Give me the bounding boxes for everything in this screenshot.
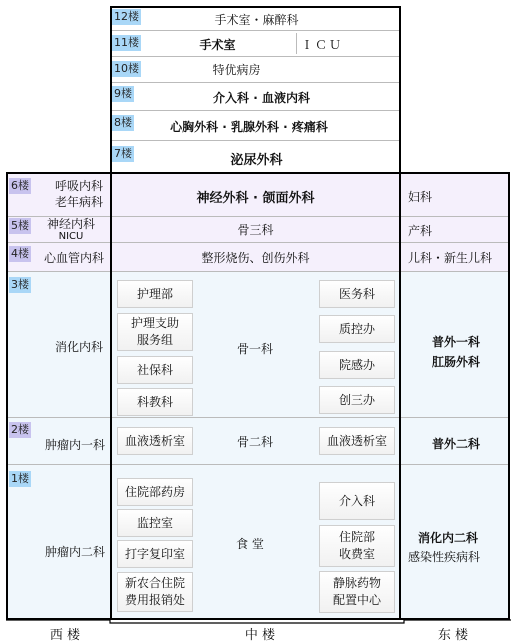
- floor-label-4: 4楼: [11, 247, 29, 260]
- floor-label-8: 8楼: [114, 116, 132, 129]
- room-quality-control[interactable]: 质控办: [319, 315, 395, 343]
- floor-1-east-line1[interactable]: 消化内二科: [418, 531, 479, 545]
- room-infection-control[interactable]: 院感办: [319, 351, 395, 379]
- room-inpatient-cashier-line2: 收费室: [338, 547, 375, 561]
- room-nursing-support[interactable]: [117, 313, 193, 351]
- floor-6-east[interactable]: 妇科: [408, 190, 433, 204]
- floor-label-6: 6楼: [11, 179, 29, 192]
- floor-3-center[interactable]: 骨一科: [236, 341, 273, 356]
- room-iv-dispensing-line2: 配置中心: [332, 593, 381, 607]
- divider: [112, 30, 399, 31]
- room-nursing-support-line2: 服务组: [136, 333, 173, 347]
- floor-1-center[interactable]: 食 堂: [236, 536, 264, 551]
- east-building-label: 东 楼: [437, 627, 469, 643]
- room-trauma-office[interactable]: 创三办: [319, 386, 395, 414]
- floor-label-10: 10楼: [114, 62, 139, 75]
- room-iv-dispensing-line1: 静脉药物: [332, 576, 381, 590]
- floor-label-3: 3楼: [11, 278, 29, 291]
- floor-label-1: 1楼: [11, 472, 29, 485]
- divider: [112, 110, 399, 111]
- room-science-education[interactable]: 科教科: [117, 388, 193, 416]
- floor-3-west[interactable]: 消化内科: [54, 339, 103, 354]
- room-social-security[interactable]: 社保科: [117, 356, 193, 384]
- floor-8-department[interactable]: 心胸外科 · 乳腺外科 · 疼痛科: [170, 119, 328, 134]
- floor-6-west-line2[interactable]: 老年病科: [54, 195, 103, 209]
- floor-label-2: 2楼: [11, 423, 29, 436]
- floor-6-west-line1[interactable]: 呼吸内科: [54, 179, 103, 193]
- floor-3-east-line2[interactable]: 肛肠外科: [432, 355, 481, 369]
- floor-11-operating-room[interactable]: 手术室: [199, 37, 236, 52]
- divider: [8, 417, 508, 418]
- room-reimbursement-line1: 新农合住院: [124, 576, 185, 590]
- floor-10-department[interactable]: 特优病房: [212, 63, 261, 77]
- floor-2-west[interactable]: 肿瘤内一科: [44, 437, 105, 452]
- room-monitoring[interactable]: 监控室: [117, 509, 193, 537]
- floor-7-department[interactable]: 泌尿外科: [230, 152, 283, 168]
- divider: [8, 271, 508, 272]
- room-reimbursement[interactable]: [117, 572, 193, 612]
- floor-label-9: 9楼: [114, 87, 132, 100]
- floor-5-east[interactable]: 产科: [408, 224, 433, 238]
- room-nursing-support-line1: 护理支助: [130, 316, 179, 330]
- floor-1-east-line2[interactable]: 感染性疾病科: [408, 550, 481, 564]
- floor-12-department[interactable]: 手术室・麻醉科: [214, 12, 299, 27]
- floor-label-12: 12楼: [114, 10, 139, 23]
- room-medical-affairs[interactable]: 医务科: [319, 280, 395, 308]
- floor-5-west-line2[interactable]: NICU: [58, 230, 84, 242]
- room-hemodialysis-right[interactable]: 血液透析室: [319, 427, 395, 455]
- room-inpatient-pharmacy[interactable]: 住院部药房: [117, 478, 193, 506]
- floor-3-east-line1[interactable]: 普外一科: [432, 335, 481, 349]
- floor-5-west-line1[interactable]: 神经内科: [46, 217, 95, 231]
- divider: [8, 464, 508, 465]
- floor-4-east[interactable]: 儿科・新生儿科: [408, 251, 493, 265]
- room-inpatient-cashier-line1: 住院部: [338, 530, 375, 544]
- floor-5-center[interactable]: 骨三科: [237, 223, 274, 237]
- floor-label-5: 5楼: [11, 219, 29, 232]
- divider: [112, 82, 399, 83]
- floor-9-department[interactable]: 介入科 · 血液内科: [213, 90, 310, 105]
- room-reimbursement-line2: 费用报销处: [124, 593, 185, 607]
- floor-label-7: 7楼: [114, 147, 132, 160]
- floor-2-east[interactable]: 普外二科: [432, 437, 481, 451]
- floor-2-center[interactable]: 骨二科: [236, 434, 273, 449]
- room-print-copy[interactable]: 打字复印室: [117, 540, 193, 568]
- floor-4-west[interactable]: 心血管内科: [43, 250, 104, 265]
- center-east-wall: [399, 174, 401, 618]
- room-interventional[interactable]: 介入科: [319, 482, 395, 520]
- floor-4-center[interactable]: 整形烧伤、创伤外科: [201, 250, 310, 265]
- floor-6-center[interactable]: 神经外科 · 颌面外科: [196, 190, 315, 206]
- center-building-label: 中 楼: [244, 627, 276, 643]
- west-building-label: 西 楼: [49, 627, 81, 643]
- floor-label-11: 11楼: [114, 36, 139, 49]
- floor-1-west[interactable]: 肿瘤内二科: [44, 544, 105, 559]
- room-iv-dispensing[interactable]: [319, 571, 395, 613]
- room-inpatient-cashier[interactable]: [319, 525, 395, 567]
- divider: [112, 140, 399, 141]
- room-hemodialysis-left[interactable]: 血液透析室: [117, 427, 193, 455]
- floor-11-icu[interactable]: ＩＣＵ: [300, 37, 343, 52]
- room-nursing-dept[interactable]: 护理部: [117, 280, 193, 308]
